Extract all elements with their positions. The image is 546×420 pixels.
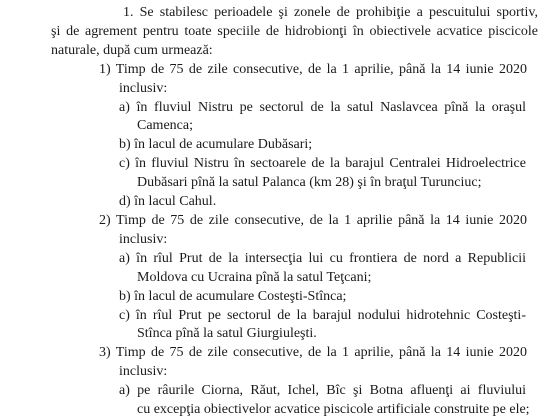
item-2a-line-2: Moldova cu Ucraina pînă la satul Teţcani; — [137, 269, 372, 285]
item-1a-line-2: Camenca; — [137, 118, 193, 134]
item-3-heading: 3) Timp de 75 de zile consecutive, de la 1 aprilie, până la 14 iunie 2020 — [99, 345, 527, 361]
item-1b-line-1: b) în lacul de acumulare Dubăsari; — [119, 137, 313, 153]
item-1c-line-2: Dubăsari pînă la satul Palanca (km 28) şi în braţul Turunciuc; — [137, 175, 482, 191]
item-2b-line-1: b) în lacul de acumulare Costeşti-Stînca; — [119, 288, 347, 304]
paragraph-intro-line-2: şi de agrement pentru toate speciile de hidrobionţi în obiectivele acvatice piscicole — [51, 23, 538, 39]
paragraph-intro-line-1: 1. Se stabilesc perioadele şi zonele de prohibiţie a pescuitului sportiv, — [123, 5, 538, 20]
item-3a-line-1: a) pe râurile Ciorna, Răut, Ichel, Bîc şi Botna afluenţi ai fluviului — [119, 383, 526, 399]
item-1a-line-1: a) în fluviul Nistru pe sectorul de la satul Naslavcea pînă la oraşul — [119, 99, 526, 115]
item-2-inclusiv: inclusiv: — [119, 231, 168, 247]
item-2-heading: 2) Timp de 75 de zile consecutive, de la 1 aprilie până la 14 iunie 2020 — [99, 213, 527, 228]
item-1-inclusiv: inclusiv: — [119, 80, 168, 96]
paragraph-intro-line-3: naturale, după cum urmează: — [51, 42, 213, 58]
item-3a-line-2: cu excepţia obiectivelor acvatice piscicole artificiale construite pe ele; — [137, 402, 530, 417]
item-1-heading: 1) Timp de 75 de zile consecutive, de la 1 aprilie, până la 14 iunie 2020 — [99, 61, 527, 77]
item-2c-line-1: c) în rîul Prut pe sectorul de la barajul nodului hidrotehnic Costeşti- — [119, 307, 526, 323]
item-2c-line-2: Stînca pînă la satul Giurgiuleşti. — [137, 326, 317, 342]
item-1c-line-1: c) în fluviul Nistru în sectoarele de la barajul Centralei Hidroelectrice — [119, 156, 526, 172]
item-3-inclusiv: inclusiv: — [119, 364, 168, 380]
item-2a-line-1: a) în rîul Prut de la intersecţia lui cu frontiera de nord a Republicii — [119, 250, 526, 266]
item-1d-line-1: d) în lacul Cahul. — [119, 194, 217, 209]
